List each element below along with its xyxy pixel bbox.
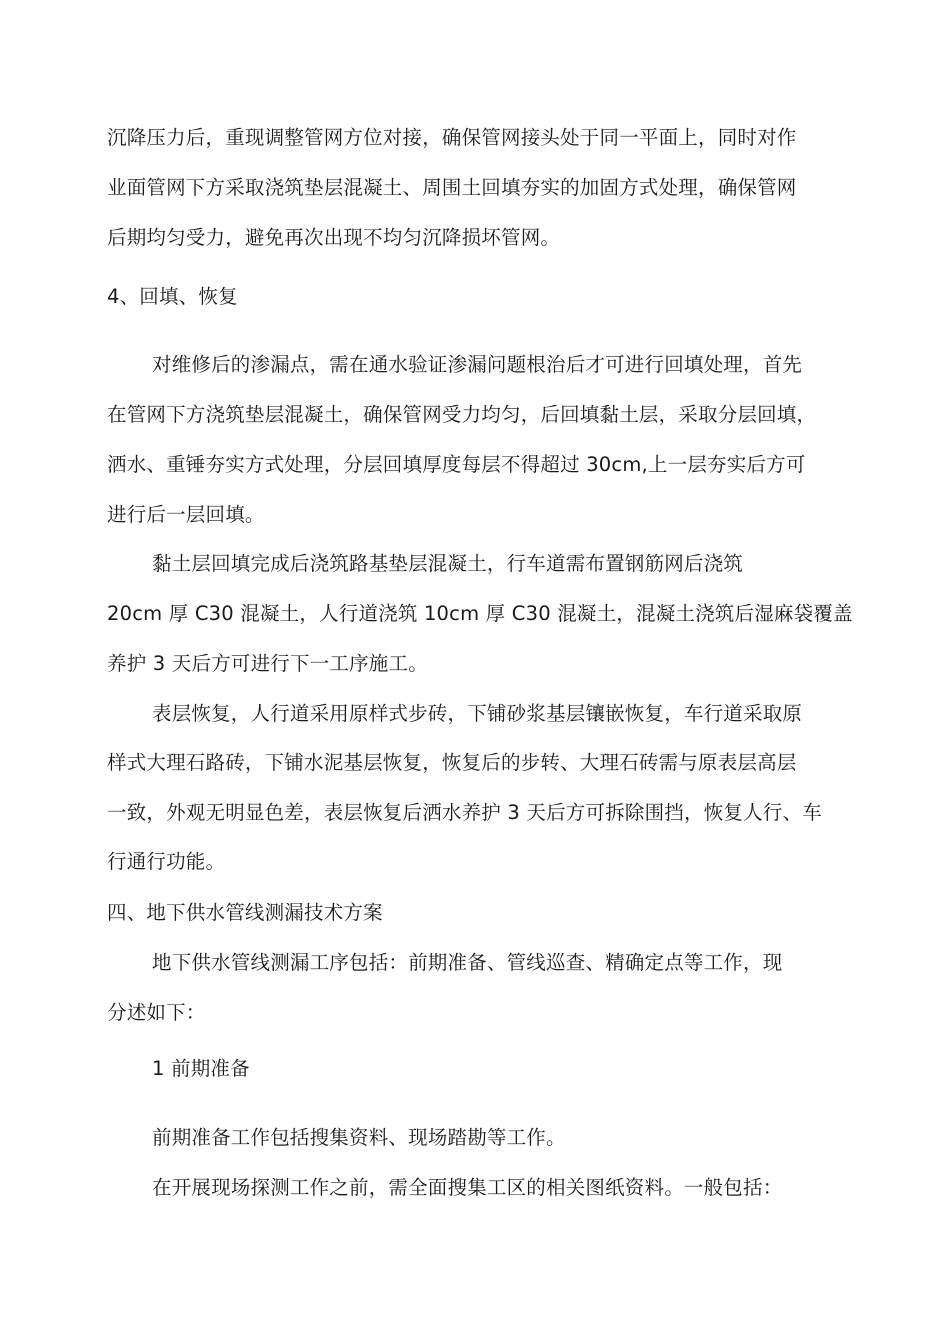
paragraph-line: 地下供水管线测漏工序包括：前期准备、管线巡查、精确定点等工作，现: [152, 951, 783, 974]
paragraph-line: 养护 3 天后方可进行下一工序施工。: [107, 652, 428, 675]
section-heading: 四、地下供水管线测漏技术方案: [107, 901, 383, 924]
paragraph-line: 分述如下：: [107, 1001, 206, 1024]
paragraph-line: 在管网下方浇筑垫层混凝土，确保管网受力均匀，后回填黏土层，采取分层回填，: [107, 403, 817, 426]
paragraph-line: 对维修后的渗漏点，需在通水验证渗漏问题根治后才可进行回填处理，首先: [152, 353, 803, 376]
paragraph-line: 洒水、重锤夯实方式处理，分层回填厚度每层不得超过 30cm,上一层夯实后方可: [107, 453, 806, 476]
paragraph-line: 表层恢复，人行道采用原样式步砖，下铺砂浆基层镶嵌恢复，车行道采取原: [152, 702, 803, 725]
paragraph-line: 沉降压力后，重现调整管网方位对接，确保管网接头处于同一平面上，同时对作: [107, 126, 797, 149]
paragraph-line: 前期准备工作包括搜集资料、现场踏勘等工作。: [152, 1126, 566, 1149]
paragraph-line: 行通行功能。: [107, 850, 226, 873]
paragraph-line: 进行后一层回填。: [107, 503, 265, 526]
paragraph-line: 业面管网下方采取浇筑垫层混凝土、周围土回填夯实的加固方式处理，确保管网: [107, 176, 797, 199]
paragraph-line: 20cm 厚 C30 混凝土，人行道浇筑 10cm 厚 C30 混凝土，混凝土浇筑后湿麻袋覆盖: [107, 602, 853, 625]
section-heading: 4、回填、恢复: [107, 285, 238, 308]
paragraph-line: 后期均匀受力，避免再次出现不均匀沉降损坏管网。: [107, 226, 561, 249]
paragraph-line: 黏土层回填完成后浇筑路基垫层混凝土，行车道需布置钢筋网后浇筑: [152, 552, 744, 575]
paragraph-line: 在开展现场探测工作之前，需全面搜集工区的相关图纸资料。一般包括：: [152, 1176, 783, 1199]
paragraph-line: 样式大理石路砖，下铺水泥基层恢复，恢复后的步转、大理石砖需与原表层高层: [107, 751, 797, 774]
paragraph-line: 一致，外观无明显色差，表层恢复后洒水养护 3 天后方可拆除围挡，恢复人行、车: [107, 801, 822, 824]
subsection-heading: 1 前期准备: [152, 1057, 250, 1080]
